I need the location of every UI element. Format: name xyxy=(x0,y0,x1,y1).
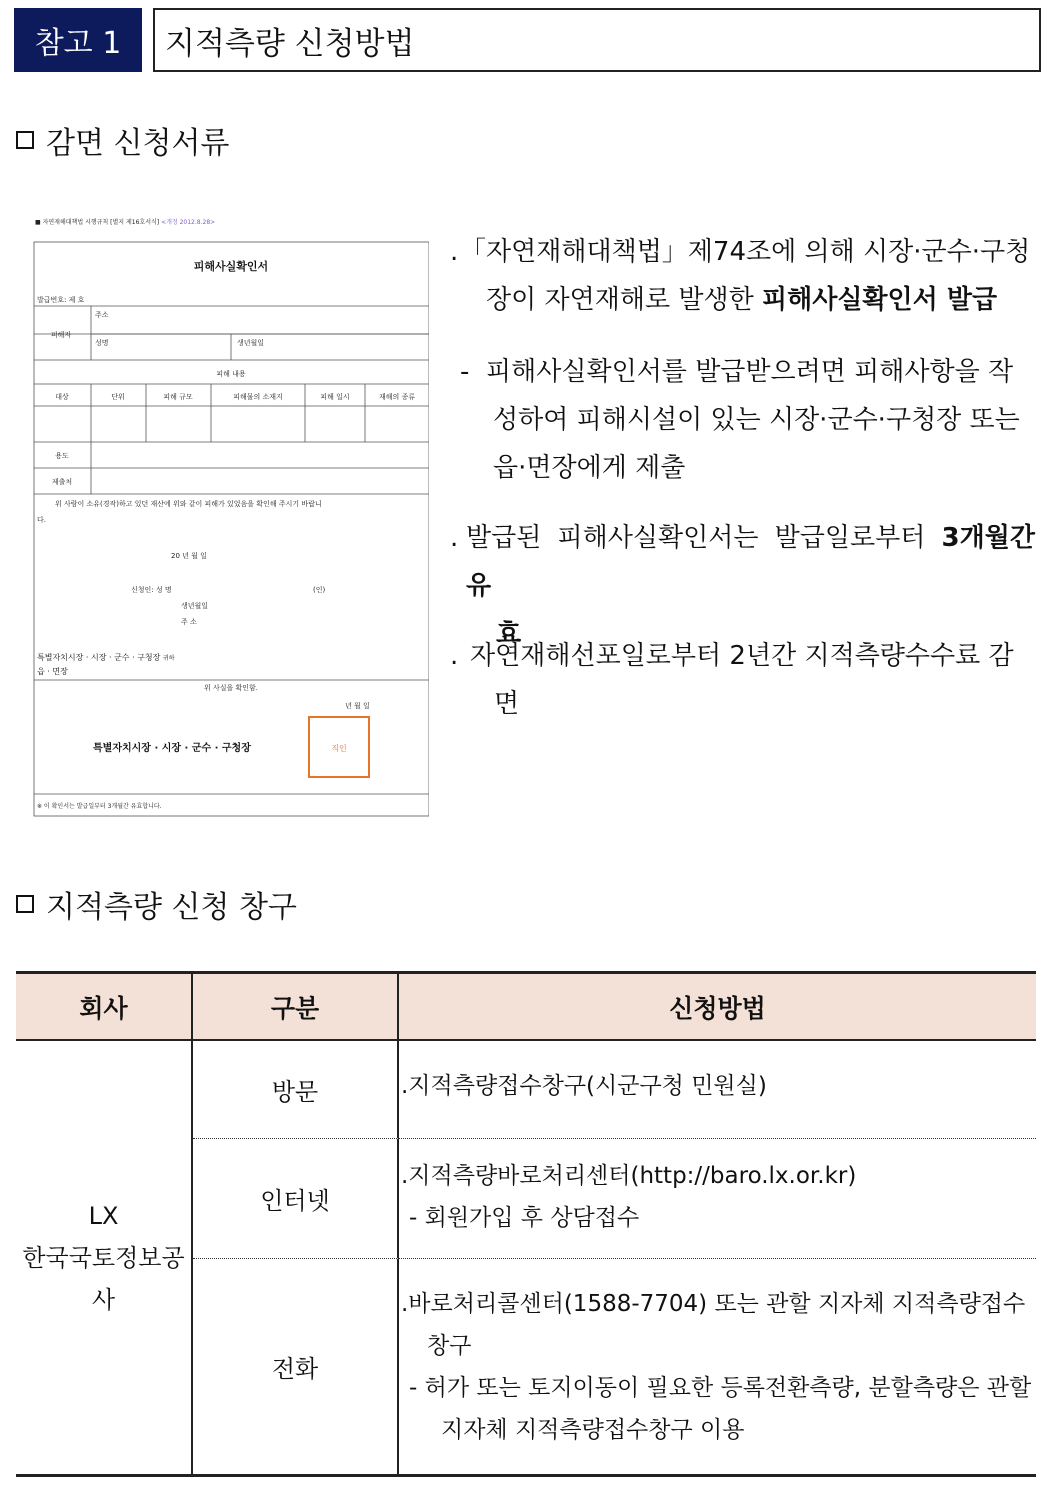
form-seal: (인) xyxy=(313,586,326,594)
company-line-3: 사 xyxy=(91,1285,116,1314)
table-row-type-phone: 전화 xyxy=(193,1259,399,1477)
page-title: 지적측량 신청방법 xyxy=(153,8,1041,72)
table-header-method: 신청방법 xyxy=(399,971,1036,1041)
bullet-item-4 xyxy=(450,632,1035,728)
form-victim-label: 피해자 xyxy=(50,331,72,339)
form-top-note: ■ 자연재해대책법 시행규칙 [별지 제16호서식] <개정 2012.8.28> xyxy=(35,219,216,226)
bullet-marker: . xyxy=(450,641,459,671)
form-col-2: 피해 규모 xyxy=(163,393,193,401)
bullet-1-line-2: 장이 자연재해로 발생한 피해사실확인서 발급 xyxy=(486,285,998,315)
bullet-1-line-1: 「자연재해대책법」제74조에 의해 시장·군수·구청 xyxy=(460,237,1031,267)
form-addressee2: 읍 · 면장 xyxy=(37,667,68,676)
square-bullet-icon xyxy=(16,131,34,149)
form-col-0: 대상 xyxy=(55,393,69,401)
form-title: 피해사실확인서 xyxy=(193,260,269,273)
reference-tag: 참고 1 xyxy=(14,8,142,72)
company-cell xyxy=(16,1041,193,1477)
table-row-type-internet: 인터넷 xyxy=(193,1139,399,1259)
method-line: - 회원가입 후 상담접수 xyxy=(409,1205,640,1231)
bullet-2-line-3: 읍·면장에게 제출 xyxy=(493,453,686,483)
bullet-2-line-1: 피해사실확인서를 발급받으려면 피해사항을 작 xyxy=(486,357,1014,387)
table-row-type-visit: 방문 xyxy=(193,1041,399,1139)
form-stamp-text: 직인 xyxy=(331,744,347,753)
company-line-1: LX xyxy=(88,1201,119,1230)
bullet-4-line-1: 자연재해선포일로부터 2년간 지적측량수수료 감 xyxy=(470,641,1014,671)
form-date2: 년 월 일 xyxy=(345,702,370,710)
table-row-method-visit xyxy=(399,1041,1036,1139)
form-issuer: 특별자치시장 · 시장 · 군수 · 구청장 xyxy=(93,743,251,754)
form-date-line: 20 년 월 일 xyxy=(171,552,207,560)
bullet-marker: . xyxy=(450,523,459,553)
form-confirm: 위 사실을 확인함. xyxy=(203,684,259,692)
section-heading-documents xyxy=(16,118,229,162)
bullet-marker: . xyxy=(450,237,459,267)
form-name-label: 성명 xyxy=(95,339,109,347)
form-col-1: 단위 xyxy=(111,393,125,401)
table-row-method-internet xyxy=(399,1139,1036,1259)
form-submit-label: 제출처 xyxy=(51,478,73,486)
form-addressee: 특별자치시장 · 시장 · 군수 · 구청장 귀하 xyxy=(37,653,175,662)
form-request-line2: 다. xyxy=(37,516,46,524)
form-birth-label: 생년월일 xyxy=(237,339,265,347)
application-windows-table xyxy=(16,971,1036,1477)
form-address-label: 주소 xyxy=(95,311,109,319)
form-applicant: 신청인: 성 명 xyxy=(131,586,172,594)
bullet-4-line-2: 면 xyxy=(494,689,520,719)
method-line: 창구 xyxy=(427,1333,472,1359)
section-heading-windows xyxy=(16,882,297,926)
square-bullet-icon xyxy=(16,895,34,913)
form-applicant-birth: 생년월일 xyxy=(181,602,209,610)
section-title: 감면 신청서류 xyxy=(46,126,230,161)
method-line: .지적측량접수창구(시군구청 민원실) xyxy=(401,1073,767,1099)
form-applicant-address: 주 소 xyxy=(181,618,197,626)
table-header-company: 회사 xyxy=(16,971,193,1041)
method-line: .바로처리콜센터(1588-7704) 또는 관할 지자체 지적측량접수 xyxy=(401,1291,1026,1317)
damage-confirmation-form-image xyxy=(33,214,429,818)
form-col-4: 피해 일시 xyxy=(320,393,350,401)
section-title: 지적측량 신청 창구 xyxy=(46,890,297,925)
form-damage-content: 피해 내용 xyxy=(216,370,246,378)
bullet-item-2 xyxy=(460,348,1035,492)
form-issue-no: 발급번호: 제 호 xyxy=(37,296,85,304)
method-line: - 허가 또는 토지이동이 필요한 등록전환측량, 분할측량은 관할 xyxy=(409,1375,1032,1401)
bullet-marker: - xyxy=(460,357,470,387)
form-footnote: ※ 이 확인서는 발급일부터 3개월간 유효합니다. xyxy=(37,803,162,810)
company-line-2: 한국국토정보공 xyxy=(22,1243,185,1272)
form-request-line1: 위 사람이 소유(경작)하고 있던 재산에 위와 같이 피해가 있었음을 확인해 주시기 바랍니 xyxy=(55,500,322,508)
method-line: 지자체 지적측량접수창구 이용 xyxy=(441,1417,745,1443)
form-usage-label: 용도 xyxy=(55,452,69,460)
bullet-3-line-2: 효 xyxy=(496,619,522,649)
method-line: .지적측량바로처리센터(http://baro.lx.or.kr) xyxy=(401,1163,857,1189)
bullet-3-line-1: 발급된 피해사실확인서는 발급일로부터 3개월간 유 xyxy=(466,523,1035,601)
form-col-3: 피해물의 소재지 xyxy=(233,393,283,401)
bullet-item-1 xyxy=(450,228,1035,324)
bullet-2-line-2: 성하여 피해시설이 있는 시장·군수·구청장 또는 xyxy=(493,405,1020,435)
form-col-5: 재해의 종류 xyxy=(378,393,416,401)
table-row-method-phone xyxy=(399,1259,1036,1477)
table-header-type: 구분 xyxy=(193,971,399,1041)
